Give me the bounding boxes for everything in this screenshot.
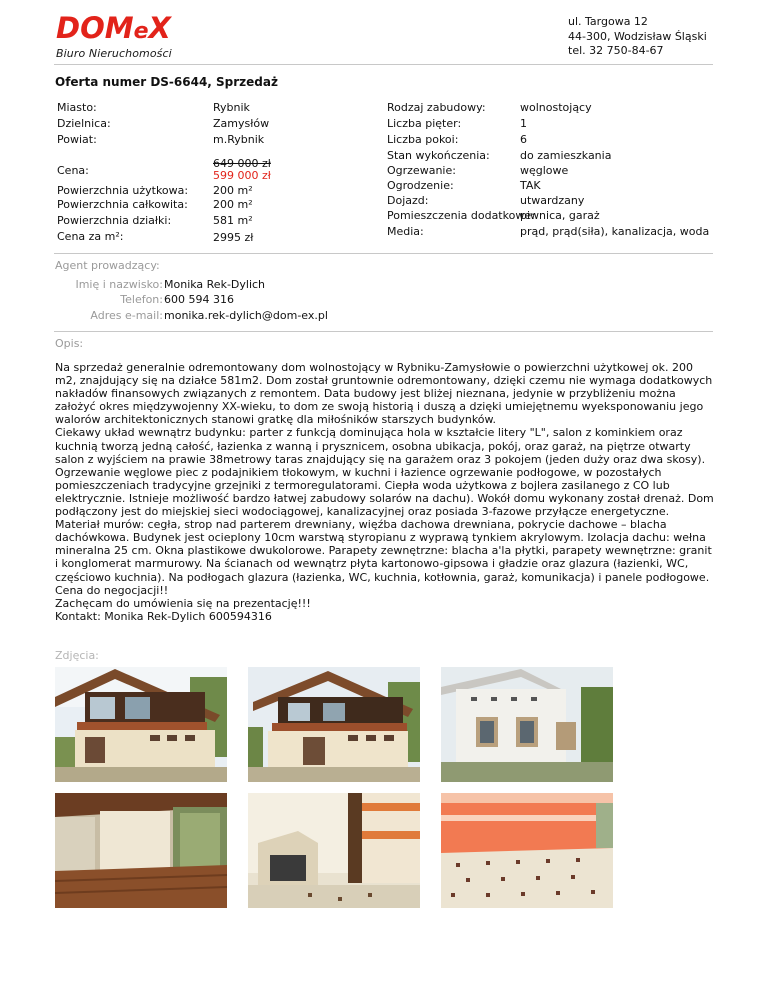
pietra-value: 1: [520, 117, 527, 130]
miasto-value: Rybnik: [213, 101, 250, 114]
description-paragraph: Materiał murów: cegła, strop nad parterem drewniany, więźba dachowa drewniana, pokrycie dachowe – blacha dachówkowa. Budynek jest ocieplony 10cm warstwą styropianu z wyprawą tynkiem akrylowym. Izolacja dachu: wełna mineralna 25 cm. Okna plastikowe dwukolorowe. Parapety zewnętrzne: blacha a'la płytki, parapety wewnętrzne: granit i konglomerat marmurowy. Na ścianach od wewnątrz płyta kartonowo-gipsowa i gładzie oraz glazura (łazienki, WC, częściowo kuchnia). Na podłogach glazura (łazienka, WC, kuchnia, kotłownia, garaż, komunikacja) i panele podłogowe.: [55, 518, 712, 584]
photo-house-exterior-1[interactable]: [55, 667, 227, 782]
photo-house-exterior-2[interactable]: [248, 667, 420, 782]
description-paragraph: Ciekawy układ wewnątrz budynku: parter z funkcją dominująca hola w kształcie litery "L", salon z kominkiem oraz kuchnią tworzą jedną całość, łazienka z wanną i prysznicem, osobna ubikacja, pokój, oraz garaż, na piętrze otwarty salon z wyjściem na prawie 38metrowy taras znajdujący się na garażem oraz 3 pokojem (jeden duży oraz dwa skosy). Ogrzewanie węglowe piec z podajnikiem tłokowym, w kuchni i łazience ogrzewanie podłogowe, w pozostałych pomieszczeniach tradycyjne grzejniki z termoregulatorami. Ciepła woda użytkowa z bojlera zasilanego z CO lub elektrycznie. Istnieje możliwość bardzo łatwej zabudowy solarów na dachu). Wokół domu wykonany został drenaż. Dom podłączony jest do miejskiej sieci wodociągowej, kanalizacyjnej oraz posiada 3-fazowe przyłącze energetyczne.: [55, 426, 714, 519]
dojazd-value: utwardzany: [520, 194, 585, 207]
dzielnica-label: Dzielnica:: [57, 117, 111, 130]
agent-divider: [54, 331, 713, 332]
address-street: ul. Targowa 12: [568, 15, 648, 28]
photo-fireplace[interactable]: [248, 793, 420, 908]
header-divider: [54, 64, 713, 65]
company-address: [568, 15, 707, 59]
pomieszczenia-value: piwnica, garaż: [520, 209, 600, 222]
media-label: Media:: [387, 225, 424, 238]
details-divider: [54, 253, 713, 254]
agent-phone-label: Telefon:: [120, 293, 163, 306]
zabudowa-value: wolnostojący: [520, 101, 592, 114]
ogrzewanie-value: węglowe: [520, 164, 569, 177]
pokoje-value: 6: [520, 133, 527, 146]
logo-subtitle: Biuro Nieruchomości: [56, 47, 172, 60]
media-value: prąd, prąd(siła), kanalizacja, woda: [520, 225, 710, 238]
photo-terrace[interactable]: [55, 793, 227, 908]
pietra-label: Liczba pięter:: [387, 117, 462, 130]
description-paragraph: Cena do negocjacji!!: [55, 583, 169, 597]
miasto-label: Miasto:: [57, 101, 97, 114]
pow-calkowita-value: 200 m²: [213, 198, 253, 211]
agent-section-label: Agent prowadzący:: [55, 259, 160, 272]
powiat-value: m.Rybnik: [213, 133, 265, 146]
stan-value: do zamieszkania: [520, 149, 612, 162]
agent-name-label: Imię i nazwisko:: [75, 278, 163, 291]
cena-old-value: 649 000 zł: [213, 157, 271, 170]
pow-dzialki-value: 581 m²: [213, 214, 253, 227]
ogrzewanie-label: Ogrzewanie:: [387, 164, 456, 177]
powiat-label: Powiat:: [57, 133, 97, 146]
offer-title: Oferta numer DS-6644, Sprzedaż: [55, 75, 278, 89]
agent-name-value: Monika Rek-Dylich: [164, 278, 266, 291]
zabudowa-label: Rodzaj zabudowy:: [387, 101, 486, 114]
photo-orange-room[interactable]: [441, 793, 613, 908]
description-section-label: Opis:: [55, 337, 84, 350]
logo-wordmark: DOMeX: [56, 11, 171, 45]
pow-uzytkowa-label: Powierzchnia użytkowa:: [57, 184, 189, 197]
description-paragraph: Na sprzedaż generalnie odremontowany dom wolnostojący w Rybniku-Zamysłowie o powierzchni użytkowej ok. 200 m2, znajdujący się na działce 581m2. Dom został gruntownie odremontowany, dzięki czemu nie wymaga dodatkowych nakładów finansowych związanych z remontem. Data budowy jest bliżej nieznana, jedynie w przybliżeniu można założyć okres międzywojenny XX-wieku, to dom ze swoją historią i duszą a dzięki umiejętnemu wyeksponowaniu jego walorów architektonicznych stanowi gratkę dla miłośników starszych budynków.: [55, 361, 713, 427]
pow-calkowita-label: Powierzchnia całkowita:: [57, 198, 188, 211]
cena-m2-value: 2995 zł: [213, 231, 254, 244]
dojazd-label: Dojazd:: [387, 194, 429, 207]
company-logo: [56, 11, 172, 60]
agent-email-value: monika.rek-dylich@dom-ex.pl: [164, 309, 328, 322]
pow-uzytkowa-value: 200 m²: [213, 184, 253, 197]
ogrodzenie-label: Ogrodzenie:: [387, 179, 454, 192]
address-city: 44-300, Wodzisław Śląski: [568, 29, 707, 43]
ogrodzenie-value: TAK: [520, 179, 541, 192]
photo-house-facade[interactable]: [441, 667, 613, 782]
agent-phone-value: 600 594 316: [164, 293, 234, 306]
address-phone: tel. 32 750-84-67: [568, 44, 664, 57]
pow-dzialki-label: Powierzchnia działki:: [57, 214, 172, 227]
pokoje-label: Liczba pokoi:: [387, 133, 459, 146]
description-paragraph: Zachęcam do umówienia się na prezentację!!!: [55, 596, 311, 610]
stan-label: Stan wykończenia:: [387, 149, 490, 162]
cena-label: Cena:: [57, 164, 89, 177]
description-text: [55, 361, 715, 623]
cena-m2-label: Cena za m²:: [57, 230, 124, 243]
cena-new-value: 599 000 zł: [213, 169, 271, 182]
pomieszczenia-label: Pomieszczenia dodatkowe:: [387, 209, 535, 222]
agent-email-label: Adres e-mail:: [90, 309, 163, 322]
dzielnica-value: Zamysłów: [213, 117, 270, 130]
photos-section-label: Zdjęcia:: [55, 649, 99, 662]
description-paragraph: Kontakt: Monika Rek-Dylich 600594316: [55, 609, 272, 623]
